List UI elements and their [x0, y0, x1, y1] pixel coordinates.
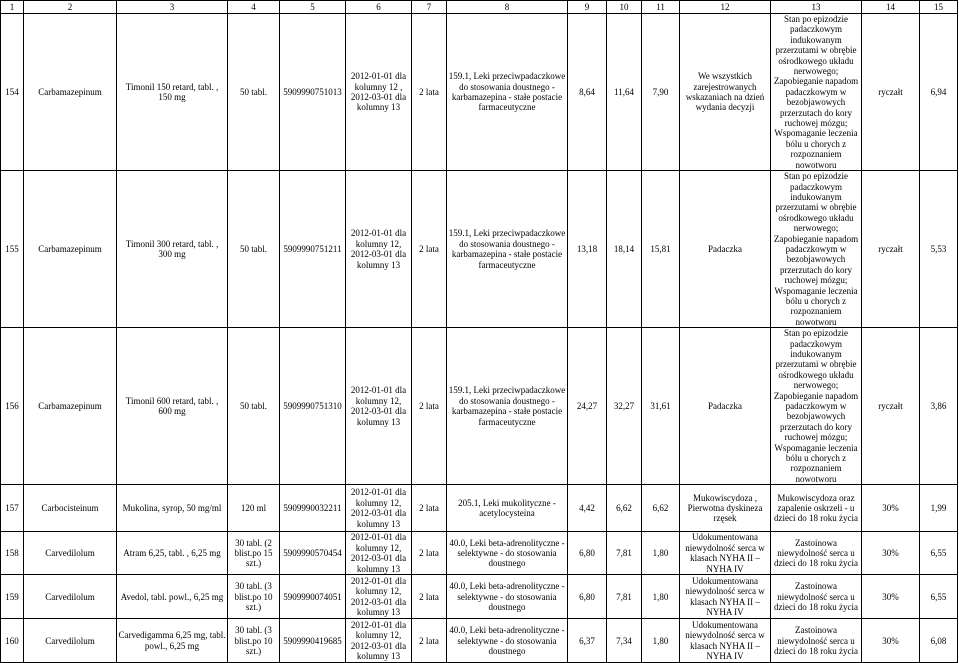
package-size: 50 tabl. — [228, 328, 280, 485]
product-name: Timonil 600 retard, tabl. , 600 mg — [117, 328, 228, 485]
substance-name: Carbamazepinum — [24, 14, 117, 171]
ean-code: 5909990751013 — [280, 14, 346, 171]
payment-level: 30% — [862, 619, 920, 663]
funding-limit: 31,61 — [642, 328, 680, 485]
package-size: 120 ml — [228, 485, 280, 532]
ean-code: 5909990074051 — [280, 575, 346, 619]
indication: Padaczka — [680, 328, 771, 485]
funding-limit: 1,80 — [642, 619, 680, 663]
off-label-indication: Stan po epizodzie padaczkowym indukowanym przerzutami w obrębie ośrodkowego układu nerwowego; Zapobieganie napadom padaczkowym w bezobjawowych przerzutach do kory ruchowej mózgu; Wspomaganie leczenia bólu u chorych z rozpoznaniem nowotworu — [771, 14, 862, 171]
limit-group: 159.1, Leki przeciwpadaczkowe do stosowania doustnego - karbamazepina - stałe postacie farmaceutyczne — [447, 328, 568, 485]
limit-group: 205.1, Leki mukolityczne - acetylocysteina — [447, 485, 568, 532]
ean-code: 5909990570454 — [280, 532, 346, 575]
patient-surcharge: 6,08 — [920, 619, 958, 663]
validity-period: 2 lata — [412, 485, 447, 532]
off-label-indication: Stan po epizodzie padaczkowym indukowanym przerzutami w obrębie ośrodkowego układu nerwowego; Zapobieganie napadom padaczkowym w bezobjawowych przerzutach do kory ruchowej mózgu; Wspomaganie leczenia bólu u chorych z rozpoznaniem nowotworu — [771, 171, 862, 328]
funding-limit: 1,80 — [642, 575, 680, 619]
column-header: 5 — [280, 1, 346, 14]
funding-limit: 15,81 — [642, 171, 680, 328]
product-name: Timonil 150 retard, tabl. , 150 mg — [117, 14, 228, 171]
effective-date: 2012-01-01 dla kolumny 12, 2012-03-01 dla kolumny 13 — [346, 619, 412, 663]
column-header: 11 — [642, 1, 680, 14]
effective-date: 2012-01-01 dla kolumny 12, 2012-03-01 dla kolumny 13 — [346, 328, 412, 485]
indication: Udokumentowana niewydolność serca w klasach NYHA II – NYHA IV — [680, 532, 771, 575]
funding-limit: 6,62 — [642, 485, 680, 532]
effective-date: 2012-01-01 dla kolumny 12, 2012-03-01 dla kolumny 13 — [346, 575, 412, 619]
limit-group: 159.1, Leki przeciwpadaczkowe do stosowania doustnego - karbamazepina - stałe postacie farmaceutyczne — [447, 171, 568, 328]
column-header: 7 — [412, 1, 447, 14]
package-size: 50 tabl. — [228, 171, 280, 328]
row-number: 156 — [1, 328, 24, 485]
indication: We wszystkich zarejestrowanych wskazaniach na dzień wydania decyzji — [680, 14, 771, 171]
off-label-indication: Zastoinowa niewydolność serca u dzieci do 18 roku życia — [771, 575, 862, 619]
substance-name: Carvedilolum — [24, 532, 117, 575]
product-name: Avedol, tabl. powl., 6,25 mg — [117, 575, 228, 619]
table-row — [1, 575, 958, 619]
payment-level: 30% — [862, 532, 920, 575]
limit-group: 159.1, Leki przeciwpadaczkowe do stosowania doustnego - karbamazepina - stałe postacie farmaceutyczne — [447, 14, 568, 171]
row-number: 160 — [1, 619, 24, 663]
package-size: 30 tabl. (2 blist.po 15 szt.) — [228, 532, 280, 575]
wholesale-price: 6,80 — [568, 532, 607, 575]
payment-level: 30% — [862, 485, 920, 532]
table-row — [1, 328, 958, 485]
validity-period: 2 lata — [412, 619, 447, 663]
wholesale-price: 6,37 — [568, 619, 607, 663]
product-name: Timonil 300 retard, tabl. , 300 mg — [117, 171, 228, 328]
table-row — [1, 14, 958, 171]
patient-surcharge: 6,94 — [920, 14, 958, 171]
off-label-indication: Zastoinowa niewydolność serca u dzieci do 18 roku życia — [771, 619, 862, 663]
product-name: Atram 6,25, tabl. , 6,25 mg — [117, 532, 228, 575]
column-header: 10 — [607, 1, 642, 14]
payment-level: ryczałt — [862, 14, 920, 171]
retail-price: 6,62 — [607, 485, 642, 532]
patient-surcharge: 1,99 — [920, 485, 958, 532]
effective-date: 2012-01-01 dla kolumny 12, 2012-03-01 dla kolumny 13 — [346, 532, 412, 575]
substance-name: Carvedilolum — [24, 575, 117, 619]
off-label-indication: Zastoinowa niewydolność serca u dzieci do 18 roku życia — [771, 532, 862, 575]
wholesale-price: 13,18 — [568, 171, 607, 328]
retail-price: 18,14 — [607, 171, 642, 328]
package-size: 30 tabl. (3 blist.po 10 szt.) — [228, 575, 280, 619]
column-header: 12 — [680, 1, 771, 14]
substance-name: Carbamazepinum — [24, 328, 117, 485]
validity-period: 2 lata — [412, 171, 447, 328]
wholesale-price: 8,64 — [568, 14, 607, 171]
validity-period: 2 lata — [412, 14, 447, 171]
substance-name: Carbamazepinum — [24, 171, 117, 328]
retail-price: 7,81 — [607, 532, 642, 575]
validity-period: 2 lata — [412, 328, 447, 485]
row-number: 158 — [1, 532, 24, 575]
effective-date: 2012-01-01 dla kolumny 12 , 2012-03-01 dla kolumny 13 — [346, 14, 412, 171]
column-header: 1 — [1, 1, 24, 14]
table-row — [1, 171, 958, 328]
indication: Udokumentowana niewydolność serca w klasach NYHA II – NYHA IV — [680, 619, 771, 663]
funding-limit: 1,80 — [642, 532, 680, 575]
package-size: 50 tabl. — [228, 14, 280, 171]
column-header: 9 — [568, 1, 607, 14]
row-number: 155 — [1, 171, 24, 328]
package-size: 30 tabl. (3 blist.po 10 szt.) — [228, 619, 280, 663]
product-name: Carvedigamma 6,25 mg, tabl. powl., 6,25 mg — [117, 619, 228, 663]
table-row — [1, 619, 958, 663]
column-header: 8 — [447, 1, 568, 14]
wholesale-price: 6,80 — [568, 575, 607, 619]
row-number: 159 — [1, 575, 24, 619]
effective-date: 2012-01-01 dla kolumny 12, 2012-03-01 dla kolumny 13 — [346, 485, 412, 532]
off-label-indication: Stan po epizodzie padaczkowym indukowanym przerzutami w obrębie ośrodkowego układu nerwowego; Zapobieganie napadom padaczkowym w bezobjawowych przerzutach do kory ruchowej mózgu; Wspomaganie leczenia bólu u chorych z rozpoznaniem nowotworu — [771, 328, 862, 485]
wholesale-price: 4,42 — [568, 485, 607, 532]
payment-level: 30% — [862, 575, 920, 619]
column-header: 13 — [771, 1, 862, 14]
patient-surcharge: 5,53 — [920, 171, 958, 328]
column-header: 15 — [920, 1, 958, 14]
table-row — [1, 532, 958, 575]
funding-limit: 7,90 — [642, 14, 680, 171]
patient-surcharge: 6,55 — [920, 575, 958, 619]
ean-code: 5909990032211 — [280, 485, 346, 532]
column-header: 2 — [24, 1, 117, 14]
limit-group: 40.0, Leki beta-adrenolityczne - selektywne - do stosowania doustnego — [447, 575, 568, 619]
patient-surcharge: 3,86 — [920, 328, 958, 485]
validity-period: 2 lata — [412, 575, 447, 619]
patient-surcharge: 6,55 — [920, 532, 958, 575]
retail-price: 32,27 — [607, 328, 642, 485]
off-label-indication: Mukowiscydoza oraz zapalenie oskrzeli - u dzieci do 18 roku życia — [771, 485, 862, 532]
table-row — [1, 485, 958, 532]
retail-price: 7,81 — [607, 575, 642, 619]
effective-date: 2012-01-01 dla kolumny 12, 2012-03-01 dla kolumny 13 — [346, 171, 412, 328]
ean-code: 5909990751310 — [280, 328, 346, 485]
substance-name: Carvedilolum — [24, 619, 117, 663]
retail-price: 7,34 — [607, 619, 642, 663]
row-number: 154 — [1, 14, 24, 171]
limit-group: 40.0, Leki beta-adrenolityczne - selektywne - do stosowania doustnego — [447, 619, 568, 663]
ean-code: 5909990751211 — [280, 171, 346, 328]
wholesale-price: 24,27 — [568, 328, 607, 485]
indication: Padaczka — [680, 171, 771, 328]
indication: Mukowiscydoza , Pierwotna dyskineza rzęsek — [680, 485, 771, 532]
payment-level: ryczałt — [862, 328, 920, 485]
indication: Udokumentowana niewydolność serca w klasach NYHA II – NYHA IV — [680, 575, 771, 619]
validity-period: 2 lata — [412, 532, 447, 575]
payment-level: ryczałt — [862, 171, 920, 328]
column-header: 14 — [862, 1, 920, 14]
column-header: 3 — [117, 1, 228, 14]
column-header: 4 — [228, 1, 280, 14]
column-number-row — [1, 1, 958, 14]
row-number: 157 — [1, 485, 24, 532]
ean-code: 5909990419685 — [280, 619, 346, 663]
column-header: 6 — [346, 1, 412, 14]
limit-group: 40.0, Leki beta-adrenolityczne - selektywne - do stosowania doustnego — [447, 532, 568, 575]
retail-price: 11,64 — [607, 14, 642, 171]
product-name: Mukolina, syrop, 50 mg/ml — [117, 485, 228, 532]
substance-name: Carbocisteinum — [24, 485, 117, 532]
